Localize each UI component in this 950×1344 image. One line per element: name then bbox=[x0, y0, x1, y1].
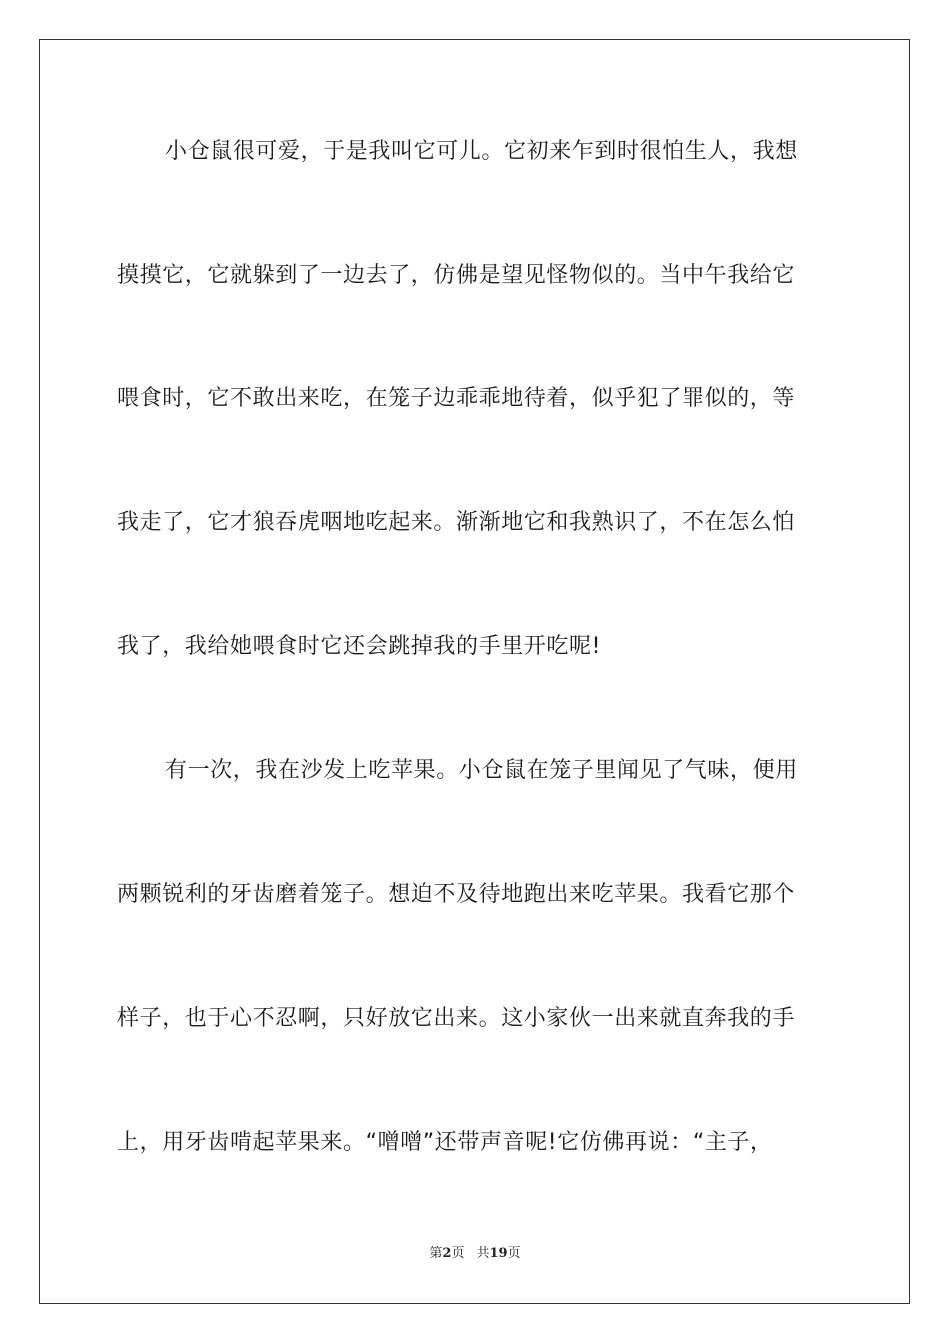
text-line-5: 我了，我给她喂食时它还会跳掉我的手里开吃呢! bbox=[117, 634, 602, 659]
page-suffix: 页 bbox=[451, 1246, 465, 1261]
total-prefix: 共 bbox=[476, 1246, 490, 1261]
text-line-9: 上，用牙齿啃起苹果来。“噌噌”还带声音呢!它仿佛再说：“主子， bbox=[117, 1130, 773, 1155]
text-line-6: 有一次，我在沙发上吃苹果。小仓鼠在笼子里闻见了气味，便用 bbox=[165, 758, 798, 783]
page-prefix: 第 bbox=[429, 1246, 443, 1261]
text-line-4: 我走了，它才狼吞虎咽地吃起来。渐渐地它和我熟识了，不在怎么怕 bbox=[117, 510, 796, 535]
text-line-1: 小仓鼠很可爱，于是我叫它可儿。它初来乍到时很怕生人，我想 bbox=[165, 139, 798, 164]
text-line-3: 喂食时，它不敢出来吃，在笼子边乖乖地待着，似乎犯了罪似的，等 bbox=[117, 386, 796, 411]
text-line-2: 摸摸它，它就躲到了一边去了，仿佛是望见怪物似的。当中午我给它 bbox=[117, 263, 796, 288]
page-number: 2 bbox=[442, 1246, 452, 1261]
total-pages: 19 bbox=[489, 1246, 508, 1261]
page-border bbox=[39, 39, 910, 1304]
text-line-8: 样子，也于心不忍啊，只好放它出来。这小家伙一出来就直奔我的手 bbox=[117, 1006, 796, 1031]
page-footer bbox=[0, 1244, 950, 1264]
total-suffix: 页 bbox=[507, 1246, 521, 1261]
text-line-7: 两颗锐利的牙齿磨着笼子。想迫不及待地跑出来吃苹果。我看它那个 bbox=[117, 882, 796, 907]
